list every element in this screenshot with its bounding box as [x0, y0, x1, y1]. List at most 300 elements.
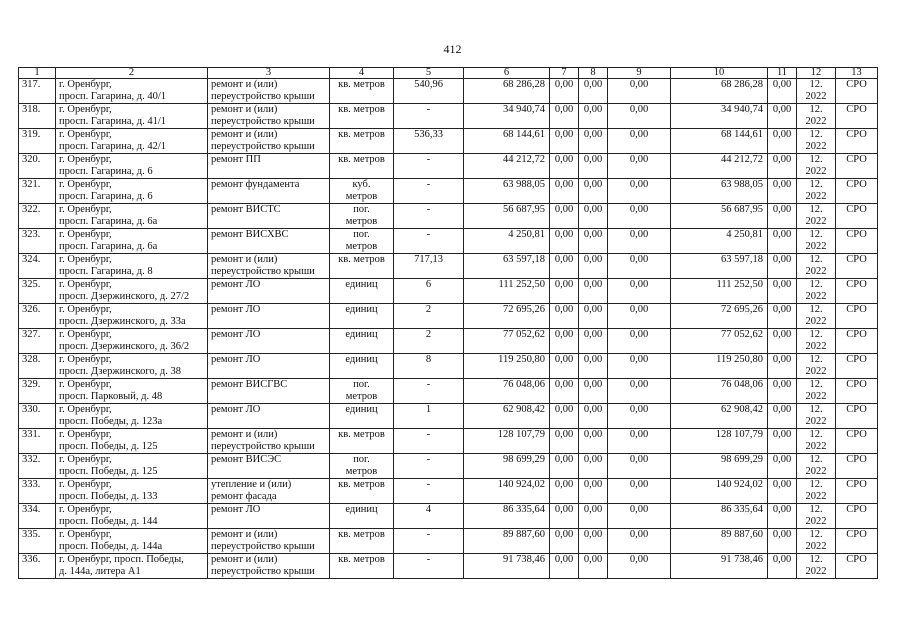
row-number — [19, 254, 56, 279]
column-number-header: 1 — [19, 68, 56, 79]
row-number-line: 326. — [22, 304, 41, 315]
col10-value-line: 119 250,80 — [716, 354, 763, 365]
address-line: просп. Победы, д. 125 — [59, 466, 158, 477]
quantity — [394, 204, 464, 229]
method-line: СРО — [846, 429, 867, 440]
col7-value — [550, 254, 579, 279]
col11-value-line: 0,00 — [772, 129, 792, 140]
quantity-line: - — [426, 554, 431, 565]
col11-value — [768, 104, 797, 129]
address-line: г. Оренбург, — [59, 479, 112, 490]
work-type — [208, 129, 330, 154]
table-row — [19, 379, 878, 404]
total-cost — [464, 454, 550, 479]
quantity — [394, 504, 464, 529]
col10-value-line: 34 940,74 — [721, 104, 763, 115]
total-cost-line: 89 887,60 — [503, 529, 545, 540]
col8-value-line: 0,00 — [583, 304, 603, 315]
col7-value — [550, 454, 579, 479]
row-number-line: 336. — [22, 554, 41, 565]
work-type — [208, 529, 330, 554]
row-number-line: 334. — [22, 504, 41, 515]
col9-value — [608, 304, 671, 329]
completion-date-line: 12. — [809, 379, 823, 390]
address-line: просп. Дзержинского, д. 36/2 — [59, 341, 190, 352]
work-type-line: ремонт фасада — [211, 491, 277, 502]
quantity-line: 540,96 — [414, 79, 443, 90]
unit-line: единиц — [345, 329, 378, 340]
unit-line: единиц — [345, 279, 378, 290]
col11-value-line: 0,00 — [772, 429, 792, 440]
address-line: г. Оренбург, — [59, 379, 112, 390]
table-row — [19, 104, 878, 129]
col9-value — [608, 379, 671, 404]
col7-value — [550, 554, 579, 579]
col10-value — [671, 379, 768, 404]
total-cost-line: 68 144,61 — [503, 129, 545, 140]
row-number — [19, 129, 56, 154]
total-cost — [464, 254, 550, 279]
method — [836, 279, 878, 304]
method-line: СРО — [846, 454, 867, 465]
col9-value-line: 0,00 — [629, 554, 649, 565]
quantity-line: 4 — [425, 504, 432, 515]
unit-line: метров — [345, 391, 378, 402]
col8-value — [579, 279, 608, 304]
completion-date-line: 12. — [809, 229, 823, 240]
completion-date-line: 12. — [809, 154, 823, 165]
col7-value-line: 0,00 — [554, 279, 574, 290]
col7-value — [550, 79, 579, 104]
completion-date-line: 2022 — [805, 391, 827, 402]
unit-line: куб. — [352, 179, 371, 190]
col11-value — [768, 154, 797, 179]
col9-value-line: 0,00 — [629, 154, 649, 165]
col8-value-line: 0,00 — [583, 529, 603, 540]
method — [836, 304, 878, 329]
col9-value — [608, 529, 671, 554]
total-cost-line: 72 695,26 — [503, 304, 545, 315]
col10-value-line: 63 988,05 — [721, 179, 763, 190]
method-line: СРО — [846, 279, 867, 290]
address-line: г. Оренбург, — [59, 104, 112, 115]
column-number-header: 4 — [330, 68, 394, 79]
completion-date-line: 2022 — [805, 141, 827, 152]
unit — [330, 379, 394, 404]
col8-value — [579, 454, 608, 479]
page-number: 412 — [443, 42, 462, 56]
table-row — [19, 404, 878, 429]
col8-value — [579, 179, 608, 204]
method — [836, 179, 878, 204]
method — [836, 229, 878, 254]
col9-value-line: 0,00 — [629, 279, 649, 290]
col8-value — [579, 354, 608, 379]
col11-value — [768, 479, 797, 504]
col9-value-line: 0,00 — [629, 204, 649, 215]
col9-value-line: 0,00 — [629, 329, 649, 340]
address-line: г. Оренбург, — [59, 179, 112, 190]
col11-value-line: 0,00 — [772, 504, 792, 515]
quantity-line: - — [426, 429, 431, 440]
total-cost-line: 140 924,02 — [497, 479, 545, 490]
unit-line: единиц — [345, 354, 378, 365]
col9-value — [608, 479, 671, 504]
total-cost — [464, 179, 550, 204]
address-line: просп. Гагарина, д. 8 — [59, 266, 153, 277]
col7-value — [550, 204, 579, 229]
address — [56, 254, 208, 279]
address-line: просп. Победы, д. 123а — [59, 416, 163, 427]
completion-date — [797, 329, 836, 354]
quantity — [394, 429, 464, 454]
column-number-header: 8 — [579, 68, 608, 79]
quantity — [394, 329, 464, 354]
col10-value — [671, 154, 768, 179]
unit — [330, 304, 394, 329]
row-number — [19, 154, 56, 179]
col11-value-line: 0,00 — [772, 104, 792, 115]
col9-value-line: 0,00 — [629, 529, 649, 540]
address — [56, 229, 208, 254]
column-number-header: 12 — [797, 68, 836, 79]
address — [56, 379, 208, 404]
col9-value — [608, 329, 671, 354]
work-type-line: ремонт и (или) — [211, 554, 278, 565]
col7-value-line: 0,00 — [554, 154, 574, 165]
col10-value — [671, 329, 768, 354]
address-line: г. Оренбург, — [59, 129, 112, 140]
table-body — [19, 79, 878, 579]
unit-line: метров — [345, 466, 378, 477]
total-cost-line: 4 250,81 — [508, 229, 545, 240]
repair-program-table — [18, 67, 878, 579]
address-line: просп. Гагарина, д. 41/1 — [59, 116, 167, 127]
total-cost — [464, 204, 550, 229]
col9-value — [608, 354, 671, 379]
quantity-line: - — [426, 204, 431, 215]
method — [836, 479, 878, 504]
completion-date-line: 2022 — [805, 166, 827, 177]
completion-date-line: 2022 — [805, 366, 827, 377]
method-line: СРО — [846, 504, 867, 515]
unit — [330, 354, 394, 379]
address — [56, 404, 208, 429]
address-line: г. Оренбург, — [59, 354, 112, 365]
col10-value-line: 98 699,29 — [721, 454, 763, 465]
quantity-line: 717,13 — [414, 254, 443, 265]
col10-value — [671, 404, 768, 429]
col10-value — [671, 254, 768, 279]
completion-date-line: 2022 — [805, 116, 827, 127]
work-type-line: переустройство крыши — [211, 541, 315, 552]
col7-value-line: 0,00 — [554, 229, 574, 240]
col7-value-line: 0,00 — [554, 479, 574, 490]
work-type-line: ремонт ВИСХВС — [211, 229, 289, 240]
quantity — [394, 554, 464, 579]
col10-value — [671, 429, 768, 454]
col7-value — [550, 129, 579, 154]
quantity-line: - — [426, 454, 431, 465]
col10-value-line: 111 252,50 — [716, 279, 763, 290]
row-number-line: 321. — [22, 179, 41, 190]
col8-value-line: 0,00 — [583, 554, 603, 565]
row-number — [19, 79, 56, 104]
col7-value-line: 0,00 — [554, 104, 574, 115]
completion-date-line: 12. — [809, 304, 823, 315]
column-number-header: 11 — [768, 68, 797, 79]
unit — [330, 104, 394, 129]
table-row — [19, 429, 878, 454]
completion-date-line: 12. — [809, 254, 823, 265]
quantity-line: - — [426, 229, 431, 240]
quantity-line: 2 — [425, 329, 432, 340]
method-line: СРО — [846, 79, 867, 90]
address-line: просп. Гагарина, д. 6 — [59, 191, 153, 202]
unit-line: единиц — [345, 404, 378, 415]
method-line: СРО — [846, 154, 867, 165]
col10-value — [671, 79, 768, 104]
address — [56, 529, 208, 554]
completion-date-line: 12. — [809, 479, 823, 490]
address-line: просп. Гагарина, д. 6а — [59, 216, 158, 227]
address — [56, 204, 208, 229]
quantity-line: 2 — [425, 304, 432, 315]
col11-value — [768, 429, 797, 454]
col11-value — [768, 179, 797, 204]
col11-value-line: 0,00 — [772, 279, 792, 290]
col11-value-line: 0,00 — [772, 304, 792, 315]
completion-date-line: 12. — [809, 354, 823, 365]
column-number-header: 13 — [836, 68, 878, 79]
completion-date — [797, 354, 836, 379]
col11-value — [768, 254, 797, 279]
col9-value — [608, 154, 671, 179]
completion-date — [797, 154, 836, 179]
work-type — [208, 454, 330, 479]
table-row — [19, 154, 878, 179]
unit-line: единиц — [345, 504, 378, 515]
col7-value — [550, 429, 579, 454]
col9-value-line: 0,00 — [629, 129, 649, 140]
col11-value-line: 0,00 — [772, 254, 792, 265]
column-number-header: 2 — [56, 68, 208, 79]
method-line: СРО — [846, 104, 867, 115]
quantity-line: - — [426, 479, 431, 490]
column-number-header: 10 — [671, 68, 768, 79]
col8-value — [579, 104, 608, 129]
total-cost — [464, 229, 550, 254]
total-cost-line: 128 107,79 — [497, 429, 545, 440]
row-number-line: 325. — [22, 279, 41, 290]
address-line: г. Оренбург, — [59, 254, 112, 265]
unit-line: пог. — [353, 229, 370, 240]
quantity — [394, 129, 464, 154]
method — [836, 379, 878, 404]
unit-line: кв. метров — [338, 429, 385, 440]
col10-value-line: 77 052,62 — [721, 329, 763, 340]
unit — [330, 204, 394, 229]
completion-date — [797, 554, 836, 579]
table-row — [19, 554, 878, 579]
method — [836, 429, 878, 454]
quantity — [394, 79, 464, 104]
completion-date — [797, 79, 836, 104]
total-cost-line: 119 250,80 — [498, 354, 545, 365]
completion-date-line: 12. — [809, 404, 823, 415]
completion-date-line: 12. — [809, 279, 823, 290]
col11-value — [768, 354, 797, 379]
unit-line: единиц — [345, 304, 378, 315]
completion-date-line: 12. — [809, 129, 823, 140]
address-line: г. Оренбург, — [59, 529, 112, 540]
completion-date — [797, 454, 836, 479]
table-row — [19, 304, 878, 329]
col10-value — [671, 454, 768, 479]
work-type-line: ремонт и (или) — [211, 129, 278, 140]
col7-value-line: 0,00 — [554, 304, 574, 315]
address-line: просп. Победы, д. 144а — [59, 541, 163, 552]
col8-value-line: 0,00 — [583, 379, 603, 390]
total-cost — [464, 79, 550, 104]
table-row — [19, 479, 878, 504]
quantity-line: 8 — [425, 354, 432, 365]
address-line: г. Оренбург, — [59, 154, 112, 165]
total-cost-line: 86 335,64 — [503, 504, 545, 515]
col11-value-line: 0,00 — [772, 404, 792, 415]
unit-line: кв. метров — [338, 154, 385, 165]
method — [836, 254, 878, 279]
total-cost — [464, 279, 550, 304]
work-type — [208, 254, 330, 279]
total-cost-line: 63 988,05 — [503, 179, 545, 190]
col8-value-line: 0,00 — [583, 229, 603, 240]
quantity — [394, 104, 464, 129]
col10-value-line: 68 144,61 — [721, 129, 763, 140]
col7-value — [550, 354, 579, 379]
unit-line: метров — [345, 241, 378, 252]
method — [836, 154, 878, 179]
address — [56, 329, 208, 354]
col9-value — [608, 129, 671, 154]
col11-value-line: 0,00 — [772, 354, 792, 365]
total-cost — [464, 329, 550, 354]
quantity-line: - — [426, 179, 431, 190]
row-number-line: 328. — [22, 354, 41, 365]
col8-value — [579, 304, 608, 329]
unit-line: кв. метров — [338, 129, 385, 140]
address-line: просп. Гагарина, д. 42/1 — [59, 141, 167, 152]
col8-value-line: 0,00 — [583, 129, 603, 140]
completion-date — [797, 529, 836, 554]
col9-value-line: 0,00 — [629, 254, 649, 265]
col8-value-line: 0,00 — [583, 329, 603, 340]
work-type-line: утепление и (или) — [211, 479, 292, 490]
completion-date — [797, 304, 836, 329]
quantity-line: - — [426, 379, 431, 390]
completion-date-line: 2022 — [805, 216, 827, 227]
unit-line: кв. метров — [338, 554, 385, 565]
work-type — [208, 479, 330, 504]
address-line: г. Оренбург, — [59, 229, 112, 240]
col7-value-line: 0,00 — [554, 379, 574, 390]
completion-date-line: 12. — [809, 329, 823, 340]
address-line: просп. Дзержинского, д. 33а — [59, 316, 186, 327]
quantity — [394, 404, 464, 429]
address-line: просп. Дзержинского, д. 27/2 — [59, 291, 190, 302]
col10-value-line: 63 597,18 — [721, 254, 763, 265]
row-number — [19, 304, 56, 329]
col7-value-line: 0,00 — [554, 254, 574, 265]
completion-date-line: 2022 — [805, 341, 827, 352]
col7-value — [550, 529, 579, 554]
col9-value-line: 0,00 — [629, 354, 649, 365]
column-number-header: 3 — [208, 68, 330, 79]
total-cost-line: 91 738,46 — [503, 554, 545, 565]
unit-line: кв. метров — [338, 104, 385, 115]
unit-line: кв. метров — [338, 79, 385, 90]
col7-value-line: 0,00 — [554, 504, 574, 515]
completion-date-line: 2022 — [805, 516, 827, 527]
quantity — [394, 379, 464, 404]
quantity — [394, 229, 464, 254]
completion-date-line: 2022 — [805, 316, 827, 327]
col8-value-line: 0,00 — [583, 429, 603, 440]
row-number-line: 332. — [22, 454, 41, 465]
total-cost — [464, 554, 550, 579]
col10-value — [671, 204, 768, 229]
work-type — [208, 154, 330, 179]
total-cost — [464, 154, 550, 179]
method-line: СРО — [846, 129, 867, 140]
col10-value-line: 91 738,46 — [721, 554, 763, 565]
completion-date-line: 2022 — [805, 541, 827, 552]
quantity — [394, 179, 464, 204]
col8-value — [579, 479, 608, 504]
method-line: СРО — [846, 229, 867, 240]
col8-value — [579, 429, 608, 454]
address-line: просп. Парковый, д. 48 — [59, 391, 163, 402]
row-number — [19, 404, 56, 429]
column-number-header: 9 — [608, 68, 671, 79]
col11-value-line: 0,00 — [772, 479, 792, 490]
method — [836, 529, 878, 554]
col10-value — [671, 104, 768, 129]
method — [836, 204, 878, 229]
unit-line: кв. метров — [338, 479, 385, 490]
address-line: г. Оренбург, — [59, 329, 112, 340]
row-number — [19, 454, 56, 479]
col7-value-line: 0,00 — [554, 354, 574, 365]
col7-value — [550, 479, 579, 504]
method-line: СРО — [846, 529, 867, 540]
completion-date-line: 2022 — [805, 91, 827, 102]
work-type-line: ремонт ПП — [211, 154, 261, 165]
address-line: просп. Гагарина, д. 40/1 — [59, 91, 167, 102]
table-row — [19, 179, 878, 204]
unit — [330, 504, 394, 529]
col8-value-line: 0,00 — [583, 454, 603, 465]
col8-value-line: 0,00 — [583, 179, 603, 190]
col11-value-line: 0,00 — [772, 229, 792, 240]
row-number-line: 331. — [22, 429, 41, 440]
work-type-line: ремонт и (или) — [211, 254, 278, 265]
total-cost-line: 111 252,50 — [498, 279, 545, 290]
work-type — [208, 304, 330, 329]
unit — [330, 129, 394, 154]
completion-date — [797, 279, 836, 304]
total-cost-line: 77 052,62 — [503, 329, 545, 340]
